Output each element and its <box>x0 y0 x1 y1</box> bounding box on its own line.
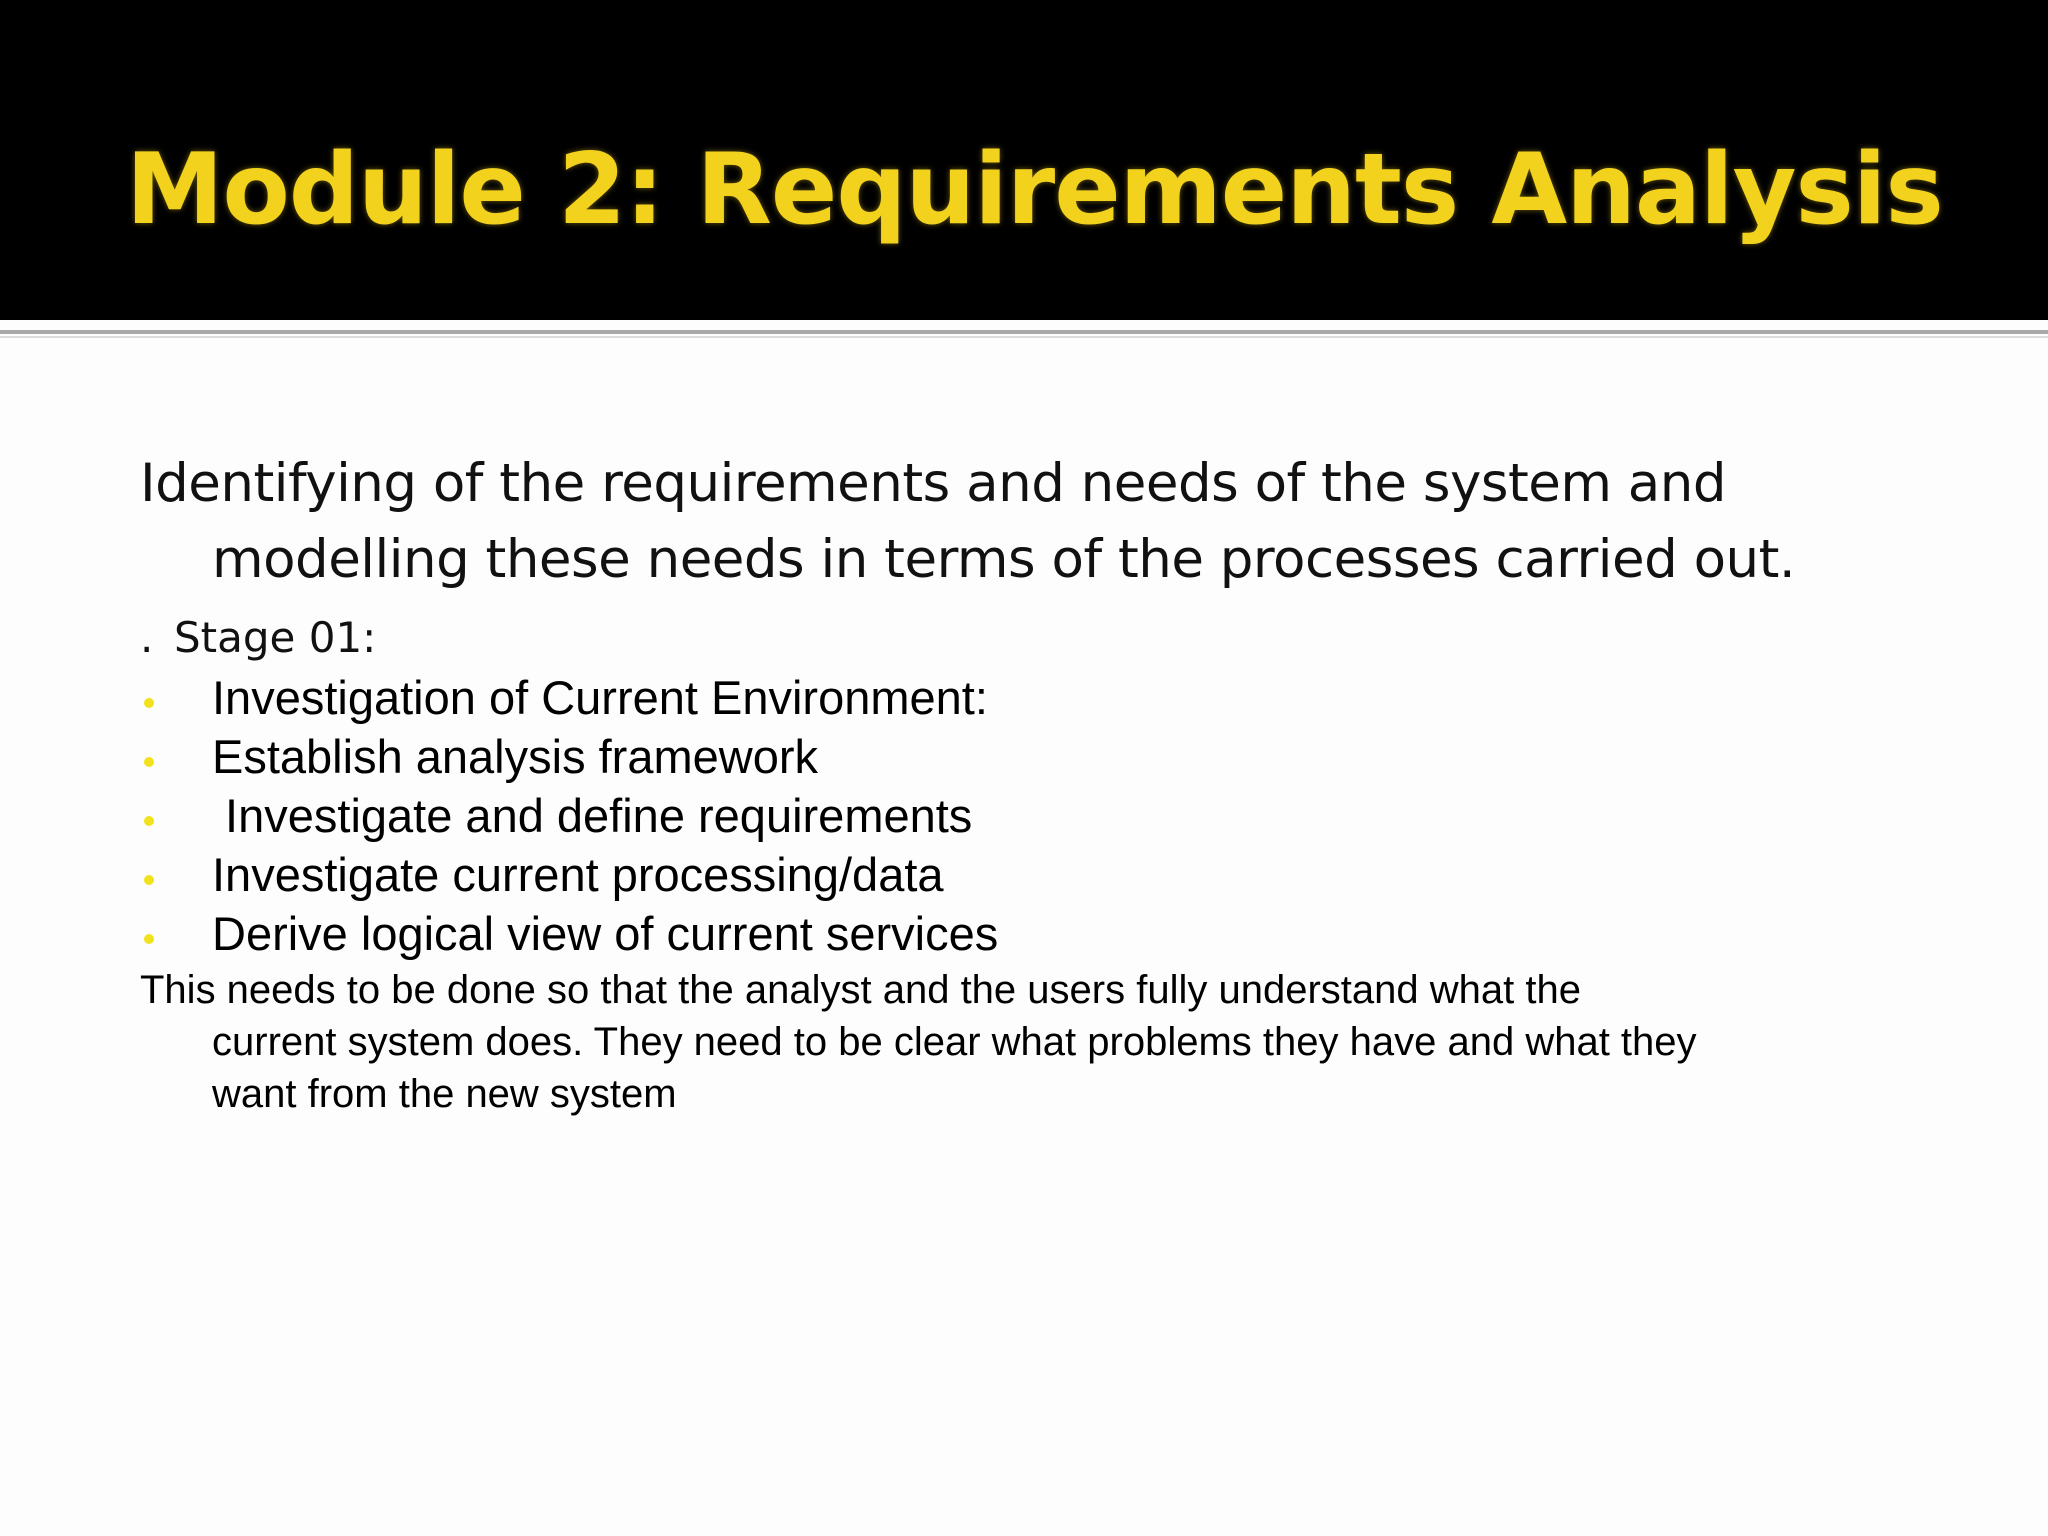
bullet-dot-icon <box>144 875 154 885</box>
intro-line-2: modelling these needs in terms of the processes carried out. <box>212 529 1796 590</box>
list-item <box>140 668 998 727</box>
bullet-dot-icon <box>144 698 154 708</box>
stage-label: Stage 01: <box>174 613 377 662</box>
title-divider <box>0 330 2048 334</box>
closing-paragraph <box>140 964 1970 1120</box>
list-item-text: Establish analysis framework <box>212 730 818 783</box>
list-item-text: Investigate and define requirements <box>212 789 973 842</box>
intro-line-1: Identifying of the requirements and needs of the system and <box>140 453 1727 514</box>
bullet-dot-icon <box>144 757 154 767</box>
list-item-text: Investigate current processing/data <box>212 848 944 901</box>
closing-line-2: current system does. They need to be clear what problems they have and what they <box>212 1020 1697 1064</box>
list-item <box>140 727 998 786</box>
stage-heading <box>140 608 376 668</box>
bullet-dot-icon <box>144 816 154 826</box>
title-bar <box>0 0 2048 320</box>
closing-line-1: This needs to be done so that the analyst and the users fully understand what the <box>140 968 1581 1012</box>
list-item <box>140 845 998 904</box>
list-item-text: Investigation of Current Environment: <box>212 671 988 724</box>
list-item <box>140 786 998 845</box>
title-divider-highlight <box>0 336 2048 338</box>
bullet-dot-icon <box>144 934 154 944</box>
intro-paragraph <box>140 446 1960 598</box>
closing-line-3: want from the new system <box>212 1072 677 1116</box>
slide-title: Module 2: Requirements Analysis <box>126 133 1943 247</box>
list-item-text: Derive logical view of current services <box>212 907 999 960</box>
stage-marker: . <box>140 613 154 662</box>
list-item <box>140 904 998 963</box>
stage-bullet-list <box>140 668 998 963</box>
